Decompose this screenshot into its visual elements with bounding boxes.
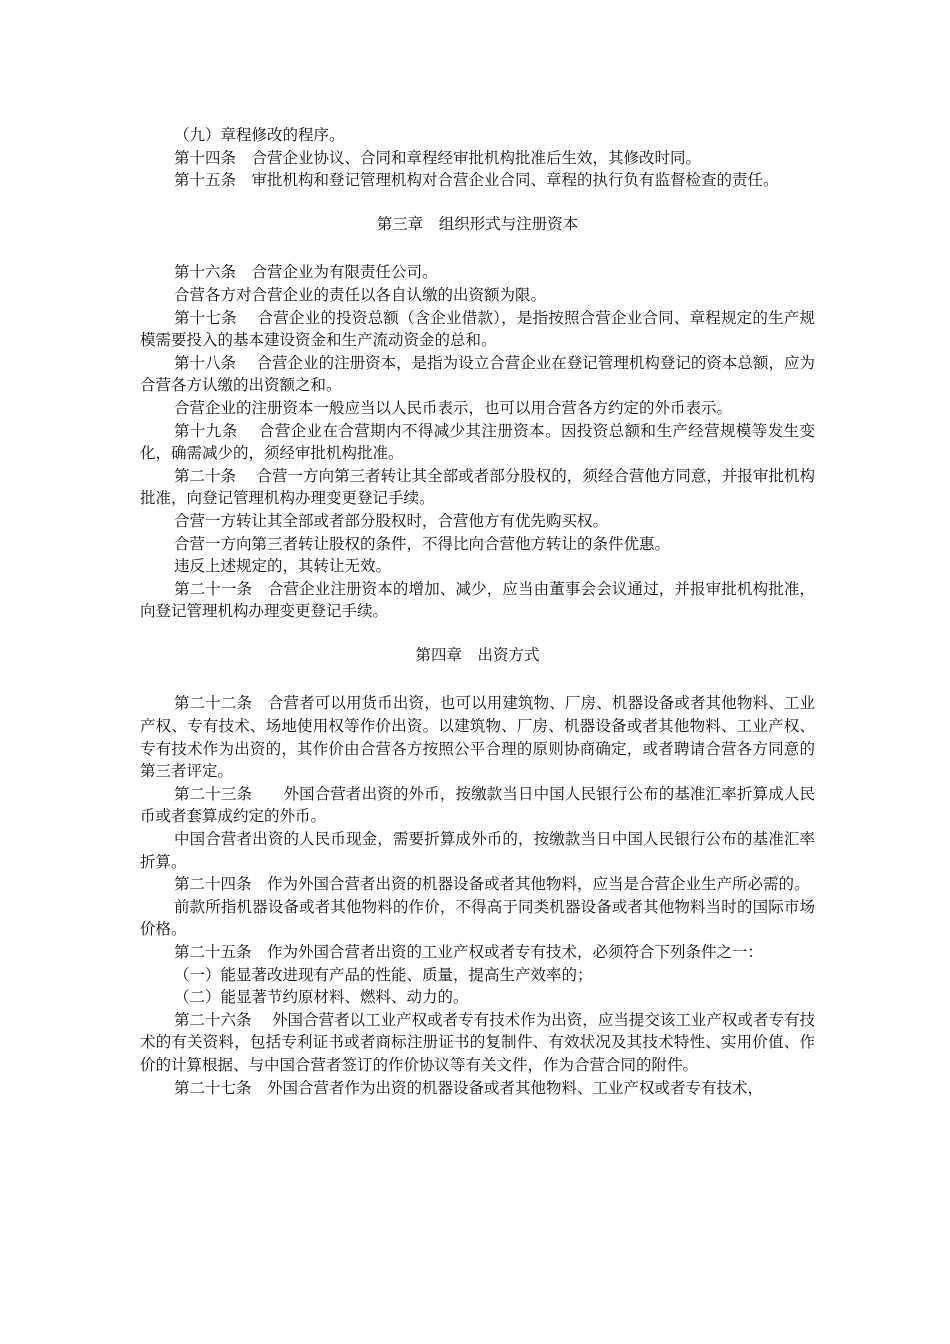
article-24: 第二十四条 作为外国合营者出资的机器设备或者其他物料，应当是合营企业生产所必需的。 [174,875,810,894]
paragraph: 合营一方转让其全部或者部分股权时，合营他方有优先购买权。 [174,511,609,530]
paragraph: 合营一方向第三者转让股权的条件，不得比向合营他方转让的条件优惠。 [174,534,671,553]
paragraph: 合营企业的注册资本一般应当以人民币表示，也可以用合营各方约定的外币表示。 [174,398,733,417]
paragraph: 前款所指机器设备或者其他物料的作价，不得高于同类机器设备或者其他物料当时的国际市场价格。 [140,897,815,939]
paragraph: （九）章程修改的程序。 [174,126,345,144]
article-17: 第十七条 合营企业的投资总额（含企业借款），是指按照合营企业合同、章程规定的生产规模需要投入的基本建设资金和生产流动资金的总和。 [140,308,815,350]
article-26: 第二十六条 外国合营者以工业产权或者专有技术作为出资，应当提交该工业产权或者专有技术的有关资料，包括专利证书或者商标注册证书的复制件、有效状况及其技术特性、实用价值、作价的计算根据、与中国合营者签订的作价协议等有关文件，作为合营合同的附件。 [140,1010,815,1074]
list-item: （一）能显著改进现有产品的性能、质量，提高生产效率的； [174,965,593,984]
paragraph: 中国合营者出资的人民币现金，需要折算成外币的，按缴款当日中国人民银行公布的基准汇率折算。 [140,830,815,871]
chapter-3-title: 第三章 组织形式与注册资本 [376,214,579,233]
article-22: 第二十二条 合营者可以用货币出资，也可以用建筑物、厂房、机器设备或者其他物料、工业产权、专有技术、场地使用权等作价出资。以建筑物、厂房、机器设备或者其他物料、工业产权、专有技术作为出资的，其作价由合营各方按照公平合理的原则协商确定，或者聘请合营各方同意的第三者评定。 [140,694,815,781]
article-20: 第二十条 合营一方向第三者转让其全部或者部分股权的，须经合营他方同意，并报审批机构批准，向登记管理机构办理变更登记手续。 [140,466,815,508]
article-19: 第十九条 合营企业在合营期内不得减少其注册资本。因投资总额和生产经营规模等发生变化，确需减少的，须经审批机构批准。 [140,421,815,463]
chapter-4-title: 第四章 出资方式 [415,645,540,664]
article-15: 第十五条 审批机构和登记管理机构对合营企业合同、章程的执行负有监督检查的责任。 [174,171,779,190]
article-16: 第十六条 合营企业为有限责任公司。 [174,263,438,282]
article-25: 第二十五条 作为外国合营者出资的工业产权或者专有技术，必须符合下列条件之一： [174,943,764,961]
article-18: 第十八条 合营企业的注册资本，是指为设立合营企业在登记管理机构登记的资本总额，应为合营各方认缴的出资额之和。 [140,353,815,395]
paragraph: 违反上述规定的，其转让无效。 [174,557,392,576]
article-23: 第二十三条 外国合营者出资的外币，按缴款当日中国人民银行公布的基准汇率折算成人民币或者套算成约定的外币。 [140,784,815,826]
document-body [140,124,815,1099]
article-27: 第二十七条 外国合营者作为出资的机器设备或者其他物料、工业产权或者专有技术， [174,1078,764,1097]
article-21: 第二十一条 合营企业注册资本的增加、减少，应当由董事会会议通过，并报审批机构批准，向登记管理机构办理变更登记手续。 [140,579,815,621]
article-14: 第十四条 合营企业协议、合同和章程经审批机构批准后生效，其修改时同。 [174,148,702,167]
paragraph: 合营各方对合营企业的责任以各自认缴的出资额为限。 [174,285,547,304]
list-item: （二）能显著节约原材料、燃料、动力的。 [174,988,469,1007]
